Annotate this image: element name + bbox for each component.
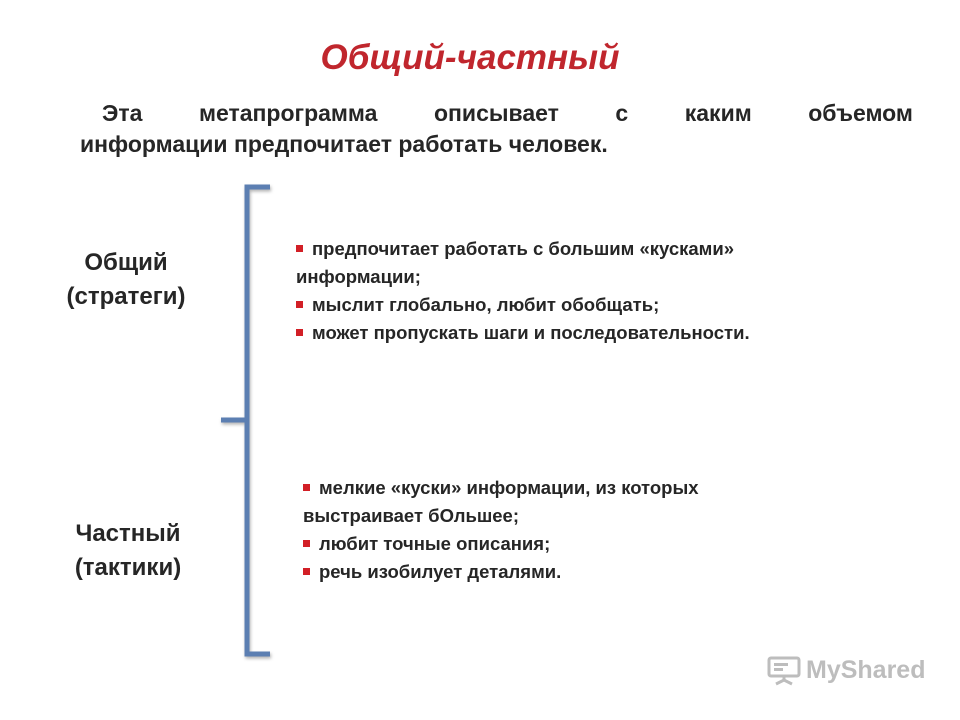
- intro-line-2: информации предпочитает работать человек.: [80, 131, 608, 157]
- list-item: [303, 558, 699, 586]
- bullet-icon: [303, 540, 310, 547]
- category-specific-subtitle: (тактики): [74, 554, 182, 581]
- category-general-name: Общий: [84, 249, 168, 276]
- intro-word: метапрограмма: [198, 100, 378, 126]
- intro-word: с: [615, 100, 629, 126]
- myshared-logo-text: MyShared: [806, 655, 926, 684]
- category-general-subtitle: (стратеги): [66, 283, 186, 310]
- slide-title: Общий-частный: [320, 38, 620, 77]
- list-item: [296, 235, 750, 291]
- bullet-text: мелкие «куски» информации, из которых: [319, 477, 699, 498]
- bullet-text-continued: информации;: [296, 266, 421, 287]
- intro-word: каким: [684, 100, 752, 126]
- intro-word: объемом: [808, 100, 913, 126]
- intro-word: описывает: [433, 100, 559, 126]
- bullet-icon: [303, 568, 310, 575]
- presentation-board-icon: [766, 654, 802, 686]
- bullet-text: речь изобилует деталями.: [319, 561, 562, 582]
- myshared-logo: [766, 654, 925, 686]
- bracket-vertical-line: [247, 187, 270, 654]
- list-item: [296, 291, 750, 319]
- bullet-icon: [303, 484, 310, 491]
- bullet-icon: [296, 245, 303, 252]
- list-item: [296, 319, 750, 347]
- bullet-text: мыслит глобально, любит обобщать;: [312, 294, 660, 315]
- list-item: [303, 474, 699, 530]
- general-bullet-list: [296, 235, 750, 347]
- bullet-text: любит точные описания;: [319, 533, 551, 554]
- intro-word: Эта: [102, 100, 143, 126]
- bullet-text: предпочитает работать с большим «кусками»: [312, 238, 735, 259]
- bullet-icon: [296, 301, 303, 308]
- bullet-text-continued: выстраивает бОльшее;: [303, 505, 520, 526]
- bullet-text: может пропускать шаги и последовательности.: [312, 322, 750, 343]
- bullet-icon: [296, 329, 303, 336]
- list-item: [303, 530, 699, 558]
- specific-bullet-list: [303, 474, 699, 586]
- category-specific-name: Частный: [75, 520, 181, 547]
